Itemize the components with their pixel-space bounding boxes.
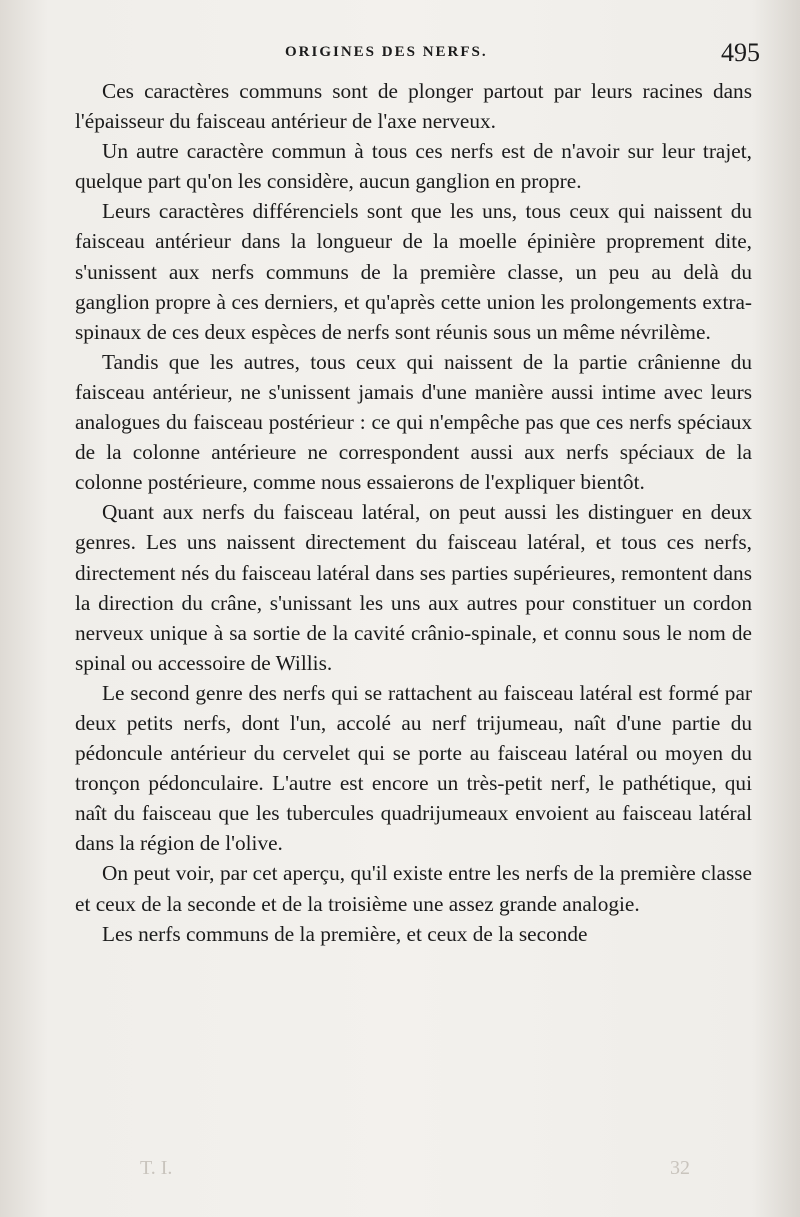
paragraph: Quant aux nerfs du faisceau latéral, on peut aussi les distinguer en deux genres. Les uns naissent directement du faisceau latéral, et tous ces nerfs, directement nés du faisceau latéral dans ses parties supérieures, remontent dans la direction du crâne, s'unissant les uns aux autres pour constituer un cordon nerveux unique à sa sortie de la cavité crânio-spinale, et connu sous le nom de spinal ou accessoire de Willis. — [75, 500, 752, 675]
paragraph: Un autre caractère commun à tous ces nerfs est de n'avoir sur leur trajet, quelque part qu'on les considère, aucun ganglion en propre. — [75, 139, 752, 194]
body-text — [75, 76, 752, 949]
paragraph: Ces caractères communs sont de plonger partout par leurs racines dans l'épaisseur du faisceau antérieur de l'axe nerveux. — [75, 79, 752, 134]
signature-mark-volume: T. I. — [140, 1157, 173, 1179]
page-number: 495 — [721, 38, 760, 67]
page-footer — [140, 1157, 690, 1187]
paragraph: On peut voir, par cet aperçu, qu'il existe entre les nerfs de la première classe et ceux de la seconde et de la troisième une assez grande analogie. — [75, 861, 752, 916]
paragraph: Leurs caractères différenciels sont que les uns, tous ceux qui naissent du faisceau antérieur dans la longueur de la moelle épinière proprement dite, s'unissent aux nerfs communs de la première classe, un peu au delà du ganglion propre à ces derniers, et qu'après cette union les prolongements extra-spinaux de ces deux espèces de nerfs sont réunis sous un même névrilème. — [75, 199, 752, 344]
paragraph: Les nerfs communs de la première, et ceux de la seconde — [102, 921, 588, 946]
running-title: ORIGINES DES NERFS. — [285, 44, 488, 60]
page-header — [70, 38, 760, 72]
paragraph: Tandis que les autres, tous ceux qui naissent de la partie crânienne du faisceau antérieur, ne s'unissent jamais d'une manière aussi intime avec leurs analogues du faisceau postérieur : ce qui n'empêche pas que ces nerfs spéciaux de la colonne antérieure ne correspondent aussi aux nerfs spéciaux de la colonne postérieure, comme nous essaierons de l'expliquer bientôt. — [75, 349, 752, 495]
paragraph: Le second genre des nerfs qui se rattachent au faisceau latéral est formé par deux petits nerfs, dont l'un, accolé au nerf trijumeau, naît d'une partie du pédoncule antérieur du cervelet qui se porte au faisceau latéral ou moyen du tronçon pédonculaire. L'autre est encore un très-petit nerf, le pathétique, qui naît du faisceau que les tubercules quadrijumeaux envoient au faisceau latéral dans la région de l'olive. — [75, 680, 752, 856]
signature-mark-number: 32 — [670, 1157, 690, 1179]
